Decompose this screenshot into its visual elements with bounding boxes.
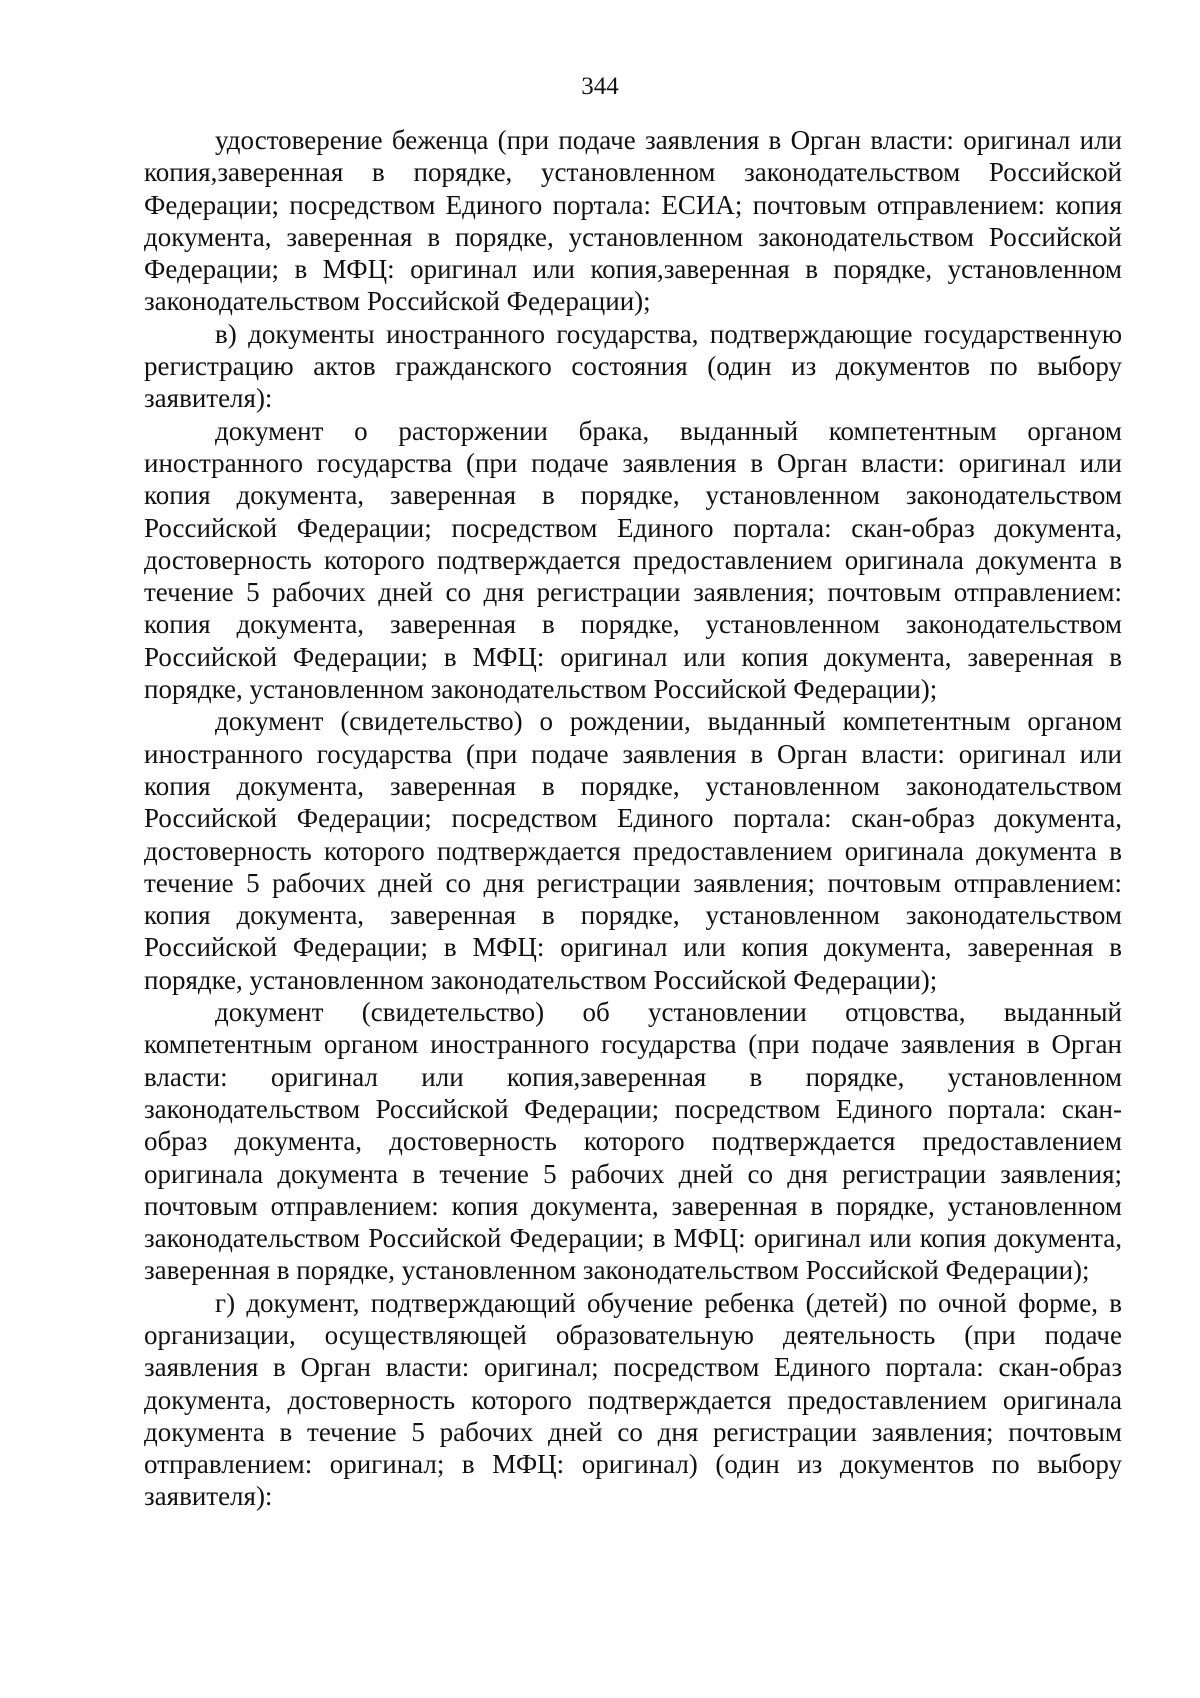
page-number: 344 [581, 73, 619, 100]
paragraph-birth-certificate: документ (свидетельство) о рождении, выданный компетентным органом иностранного государства (при подаче заявления в Орган власти: оригинал или копия документа, заверенная в порядке, установленном законодательством Российской Федерации; посредством Единого портала: скан-образ документа, достоверность которого подтверждается предоставлением оригинала документа в течение 5 рабочих дней со дня регистрации заявления; почтовым отправлением: копия документа, заверенная в порядке, установленном законодательством Российской Федерации; в МФЦ: оригинал или копия документа, заверенная в порядке, установленном законодательством Российской Федерации); [144, 706, 1122, 995]
paragraph-item-v-foreign-documents: в) документы иностранного государства, подтверждающие государственную регистрацию актов гражданского состояния (один из документов по выбору заявителя): [144, 318, 1122, 414]
paragraph-refugee-certificate: удостоверение беженца (при подаче заявления в Орган власти: оригинал или копия,заверенная в порядке, установленном законодательством Российской Федерации; посредством Единого портала: ЕСИА; почтовым отправлением: копия документа, заверенная в порядке, установленном законодательством Российской Федерации; в МФЦ: оригинал или копия,заверенная в порядке, установленном законодательством Российской Федерации); [144, 125, 1122, 317]
paragraph-item-g-education-document: г) документ, подтверждающий обучение ребенка (детей) по очной форме, в организации, осуществляющей образовательную деятельность (при подаче заявления в Орган власти: оригинал; посредством Единого портала: скан-образ документа, достоверность которого подтверждается предоставлением оригинала документа в течение 5 рабочих дней со дня регистрации заявления; почтовым отправлением: оригинал; в МФЦ: оригинал) (один из документов по выбору заявителя): [144, 1287, 1122, 1512]
paragraph-divorce-document: документ о расторжении брака, выданный компетентным органом иностранного государства (при подаче заявления в Орган власти: оригинал или копия документа, заверенная в порядке, установленном законодательством Российской Федерации; посредством Единого портала: скан-образ документа, достоверность которого подтверждается предоставлением оригинала документа в течение 5 рабочих дней со дня регистрации заявления; почтовым отправлением: копия документа, заверенная в порядке, установленном законодательством Российской Федерации; в МФЦ: оригинал или копия документа, заверенная в порядке, установленном законодательством Российской Федерации); [144, 415, 1122, 705]
paragraph-paternity-certificate: документ (свидетельство) об установлении отцовства, выданный компетентным органом иностранного государства (при подаче заявления в Орган власти: оригинал или копия,заверенная в порядке, установленном законодательством Российской Федерации; посредством Единого портала: скан-образ документа, достоверность которого подтверждается предоставлением оригинала документа в течение 5 рабочих дней со дня регистрации заявления; почтовым отправлением: копия документа, заверенная в порядке, установленном законодательством Российской Федерации; в МФЦ: оригинал или копия документа, заверенная в порядке, установленном законодательством Российской Федерации); [144, 997, 1122, 1286]
body-text [144, 124, 1122, 1513]
